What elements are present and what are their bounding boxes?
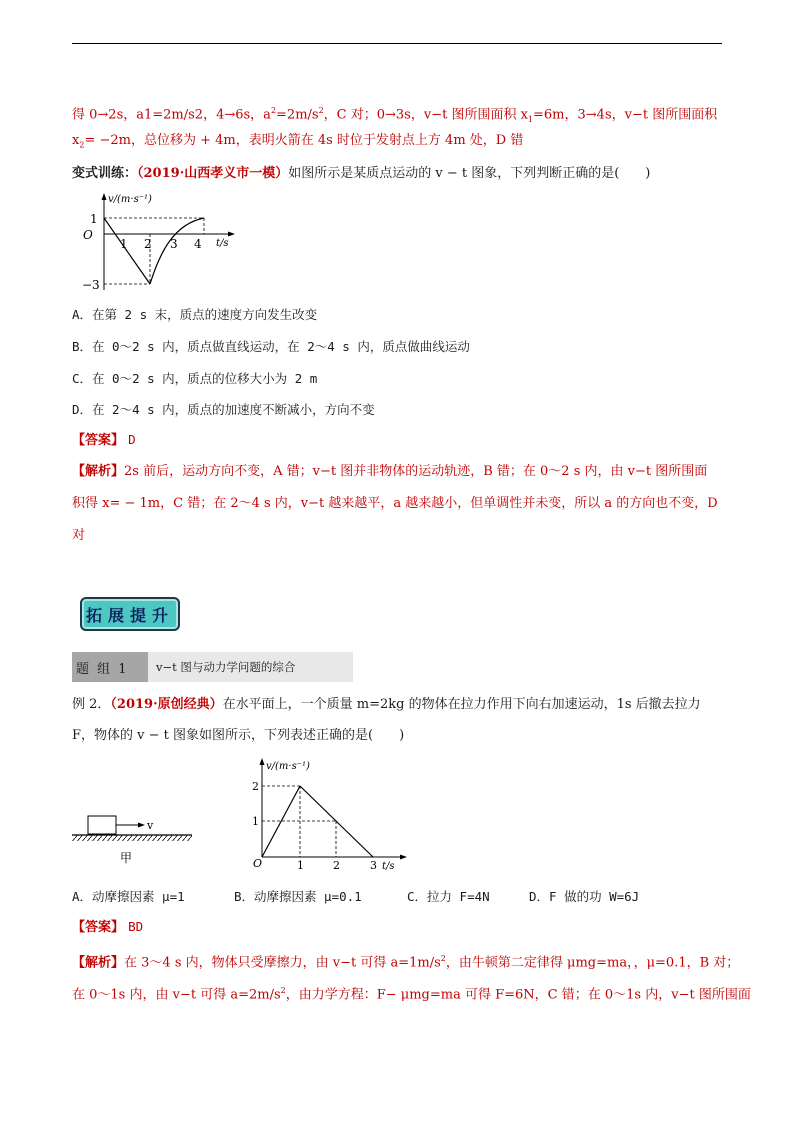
analysis-2-line-2 [72,982,751,1004]
analysis-1-line-2: 积得 x= − 1m，C 错；在 2～4 s 内，v−t 越来越平，a 越来越小，但单调性并未变，所以 a 的方向也不变，D [72,496,718,511]
y-axis-label: v/(m·s⁻¹) [266,761,310,772]
vt-graph-2 [250,755,410,875]
velocity-line-0-2 [104,218,150,284]
text-run: = −2m，总位移为 + 4m，表明火箭在 4s 时位于发射点上方 4m 处，D 错 [84,133,524,148]
figure-jia [70,808,195,870]
y-axis-label: v/(m·s⁻¹) [108,194,152,205]
topic-title: v−t 图与动力学问题的综合 [156,660,296,674]
velocity-line-down [300,786,373,857]
x-tick-4: 4 [194,237,202,251]
question-text: 如图所示是某质点运动的 v − t 图象，下列判断正确的是( ) [288,166,651,181]
example-label: 例 2． [72,697,111,712]
superscript: 2 [270,106,277,115]
velocity-label: v [147,819,154,832]
text-run: 得 0→2s，a1=2m/s2，4→6s，a [72,107,271,123]
y-tick-1: 1 [90,212,98,226]
text-run: x [72,133,80,148]
example-2-line-1 [72,696,701,714]
example-2-line-2: F，物体的 v − t 图象如图所示，下列表述正确的是( ) [72,728,405,743]
x-axis-label: t/s [382,861,395,872]
x-tick-1: 1 [297,859,304,872]
question-text: 在水平面上，一个质量 m=2kg 的物体在拉力作用下向右加速运动，1s 后撤去拉力 [222,697,701,712]
velocity-curve-2-4 [150,218,204,284]
y-axis-arrow [102,193,107,200]
option-2-d: D．F 做的功 W=6J [529,889,640,904]
x-tick-2: 2 [144,237,152,251]
option-2-b: B．动摩擦因素 μ=0.1 [234,889,362,904]
analysis-2-line-1 [72,950,739,972]
analysis-text: 2s 前后，运动方向不变，A 错；v−t 图并非物体的运动轨迹，B 错；在 0～2 s 内，由 v−t 图所围面 [124,464,708,479]
x-axis-arrow [400,855,407,860]
subscript: 1 [527,114,534,124]
text-run: =2m/s [276,107,319,123]
analysis-text: 在 3～4 s 内，物体只受摩擦力，由 v−t 可得 a=1m/s [124,955,441,971]
block [88,816,116,834]
analysis-label: 【解析】 [72,955,125,971]
x-axis-label: t/s [216,238,229,249]
option-c: C．在 0～2 s 内，质点的位移大小为 2 m [72,371,318,386]
topic-label: 题 组 1 [72,652,148,682]
answer-label: 【答案】 [72,920,125,935]
y-axis-arrow [260,758,265,765]
source-label: （2019·原创经典） [110,697,223,712]
option-a: A．在第 2 s 末，质点的速度方向发生改变 [72,307,318,322]
section-badge: 拓展提升 [80,597,180,631]
option-d: D．在 2～4 s 内，质点的加速度不断减小，方向不变 [72,402,375,417]
analysis-label: 【解析】 [72,464,125,479]
variant-label: 变式训练： [72,166,138,181]
x-tick-3: 3 [170,237,178,251]
option-2-c: C．拉力 F=4N [407,889,490,904]
text-run: ，C 对；0→3s，v−t 图所围面积 x [323,107,528,123]
analysis-text: ，由力学方程：F− μmg=ma 可得 F=6N，C 错；在 0～1s 内，v−t 图所围面 [285,987,751,1003]
header-rule [72,43,722,44]
option-b: B．在 0～2 s 内，质点做直线运动，在 2～4 s 内，质点做曲线运动 [72,339,470,354]
paragraph-line-2 [72,132,523,155]
y-tick-neg3: −3 [82,278,100,292]
answer-2 [72,918,143,937]
answer-value: D [128,432,136,447]
velocity-line-up [262,786,300,857]
figure-caption: 甲 [120,851,133,865]
superscript: 2 [440,954,446,963]
vt-graph-1 [78,190,238,295]
x-tick-2: 2 [333,859,340,872]
variant-question [72,165,650,183]
analysis-text: 在 0～1s 内，由 v−t 可得 a=2m/s [72,987,281,1003]
source-label: （2019·山西孝义市一模） [137,166,289,181]
ground-hatch [72,835,192,841]
paragraph-line-1 [72,102,717,129]
analysis-1-line-3: 对 [72,528,86,543]
y-tick-1: 1 [252,815,259,828]
superscript: 2 [280,986,286,995]
origin-label: O [253,857,263,870]
y-tick-2: 2 [252,780,259,793]
text-run: =6m，3→4s，v−t 图所围面积 [533,107,718,123]
x-tick-1: 1 [120,237,128,251]
analysis-text: ，由牛顿第二定律得 μmg=ma，，μ=0.1，B 对； [445,955,740,971]
answer-1 [72,431,136,450]
answer-value: BD [128,919,144,934]
superscript: 2 [318,106,324,115]
origin-label: O [83,228,93,242]
velocity-arrowhead [138,823,145,828]
option-2-a: A．动摩擦因素 μ=1 [72,889,185,904]
answer-label: 【答案】 [72,433,125,448]
x-tick-3: 3 [370,859,377,872]
subscript: 2 [79,140,85,150]
analysis-1-line-1 [72,463,707,481]
x-axis-arrow [228,232,235,237]
